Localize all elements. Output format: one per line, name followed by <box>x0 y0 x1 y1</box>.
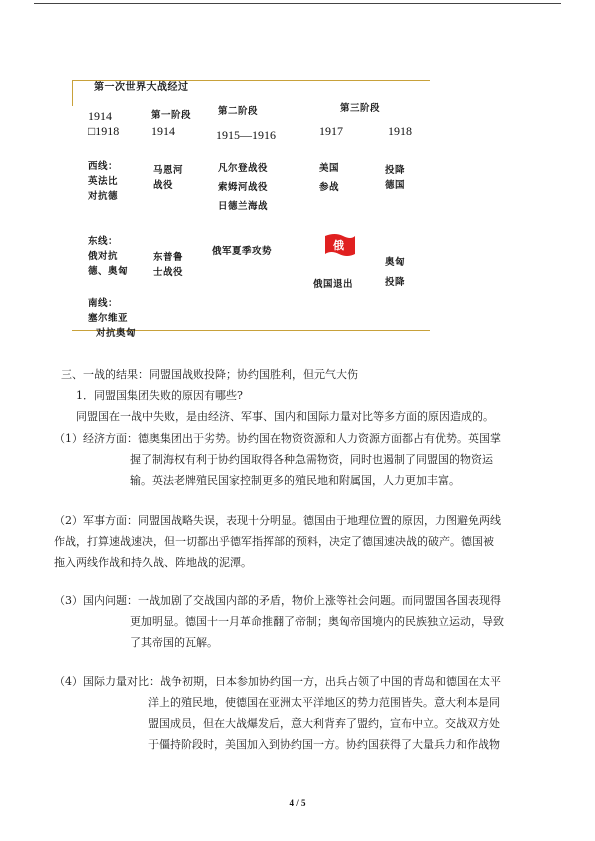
paragraph-domestic <box>54 590 554 653</box>
paragraph-line: （1）经济方面：德奥集团出于劣势。协约国在物资资源和人力资源方面都占有优势。英国掌 <box>54 432 501 445</box>
intro-paragraph: 同盟国在一战中失败，是由经济、军事、国内和国际力量对比等多方面的原因造成的。 <box>76 410 494 423</box>
page-number: 4 / 5 <box>289 798 306 808</box>
paragraph-line: 握了制海权有利于协约国取得各种急需物资，同时也遏制了同盟国的物资运 <box>130 453 493 466</box>
battle-line: 马恩河 <box>153 165 184 176</box>
paragraph-line: 了其帝国的瓦解。 <box>130 636 218 649</box>
paragraph-line: 输。英法老牌殖民国家控制更多的殖民地和附属国，人力更加丰富。 <box>130 474 460 487</box>
phase2-label: 第二阶段 <box>218 106 259 117</box>
start-year: 1914 <box>88 109 112 123</box>
paragraph-economic <box>54 428 554 491</box>
paragraph-line: （2）军事方面：同盟国战略失误，表现十分明显。德国由于地理位置的原因，力图避免两线 <box>54 514 501 527</box>
battle-jutland: 日德兰海战 <box>218 201 269 212</box>
east-front-label <box>88 234 128 279</box>
east-front-line: 俄对抗 <box>88 251 119 262</box>
event-line: 德国 <box>385 180 406 191</box>
russian-summer-offensive: 俄军夏季攻势 <box>212 246 273 257</box>
paragraph-line: 更加明显。德国十一月革命推翻了帝制；奥匈帝国境内的民族独立运动，导致 <box>130 615 504 628</box>
phase3-year-1917: 1917 <box>319 124 343 138</box>
west-front-label <box>88 159 118 204</box>
battle-of-marne <box>153 163 183 193</box>
west-phase2-battles <box>218 159 268 216</box>
paragraph-line: 于僵持阶段时，美国加入到协约国一方。协约国获得了大量兵力和作战物 <box>148 738 500 751</box>
south-front-line: 塞尔维亚 <box>88 313 129 324</box>
paragraph-line: 洋上的殖民地，使德国在亚洲太平洋地区的势力范围皆失。意大利本是同 <box>148 696 500 709</box>
phase3-label: 第三阶段 <box>340 103 381 114</box>
south-front-line: 对抗奥匈 <box>96 328 137 339</box>
battle-verdun: 凡尔登战役 <box>218 163 269 174</box>
phase3-year-1918: 1918 <box>388 124 412 138</box>
paragraph-line: 拖入两线作战和持久战、阵地战的泥潭。 <box>54 556 252 569</box>
austria-hungary-surrenders <box>385 253 405 293</box>
paragraph-line: （3）国内问题：一战加剧了交战国内部的矛盾，物价上涨等社会问题。而同盟国各国表现得 <box>54 594 501 607</box>
event-line: 奥匈 <box>385 257 406 268</box>
south-front-label <box>88 296 136 341</box>
west-front-line: 对抗德 <box>88 191 119 202</box>
paragraph-international <box>54 671 554 755</box>
battle-line: 战役 <box>153 180 174 191</box>
timeline-title: 第一次世界大战经过 <box>94 82 189 93</box>
paragraph-line: （4）国际力量对比：战争初期，日本参加协约国一方，出兵占领了中国的青岛和德国在太平 <box>54 675 501 688</box>
west-front-line: 西线： <box>88 161 119 172</box>
paragraph-military <box>54 510 554 573</box>
paragraph-line: 盟国成员，但在大战爆发后，意大利背弃了盟约，宣布中立。交战双方处 <box>148 717 500 730</box>
question-1: 1．同盟国集团失败的原因有哪些? <box>76 389 243 402</box>
event-line: 投降 <box>385 277 406 288</box>
paragraph-line: 作战，打算速战速决，但一切都出乎德军指挥部的预料，决定了德国速决战的破产。德国被 <box>54 535 494 548</box>
battle-east-prussia <box>153 250 183 280</box>
phase2-year: 1915—1916 <box>216 128 276 142</box>
germany-surrenders <box>385 163 405 193</box>
us-enters-war <box>319 159 339 197</box>
end-year: □1918 <box>88 124 120 138</box>
section-heading-3: 三、一战的结果：同盟国战败投降；协约国胜利，但元气大伤 <box>61 368 358 381</box>
south-front-line: 南线： <box>88 298 119 309</box>
battle-line: 东普鲁 <box>153 252 184 263</box>
header-rule <box>34 3 561 4</box>
battle-somme: 索姆河战役 <box>218 182 269 193</box>
phase1-label: 第一阶段 <box>151 110 192 121</box>
east-front-line: 德、奥匈 <box>88 266 129 277</box>
west-front-line: 英法比 <box>88 176 119 187</box>
russia-flag-label: 俄 <box>333 239 344 252</box>
event-line: 美国 <box>319 163 340 174</box>
event-line: 投降 <box>385 165 406 176</box>
phase1-year: 1914 <box>151 124 175 138</box>
russia-withdraws: 俄国退出 <box>313 279 354 290</box>
east-front-line: 东线： <box>88 236 119 247</box>
timeline-left-tick <box>72 80 73 106</box>
event-line: 参战 <box>319 182 340 193</box>
battle-line: 士战役 <box>153 267 184 278</box>
